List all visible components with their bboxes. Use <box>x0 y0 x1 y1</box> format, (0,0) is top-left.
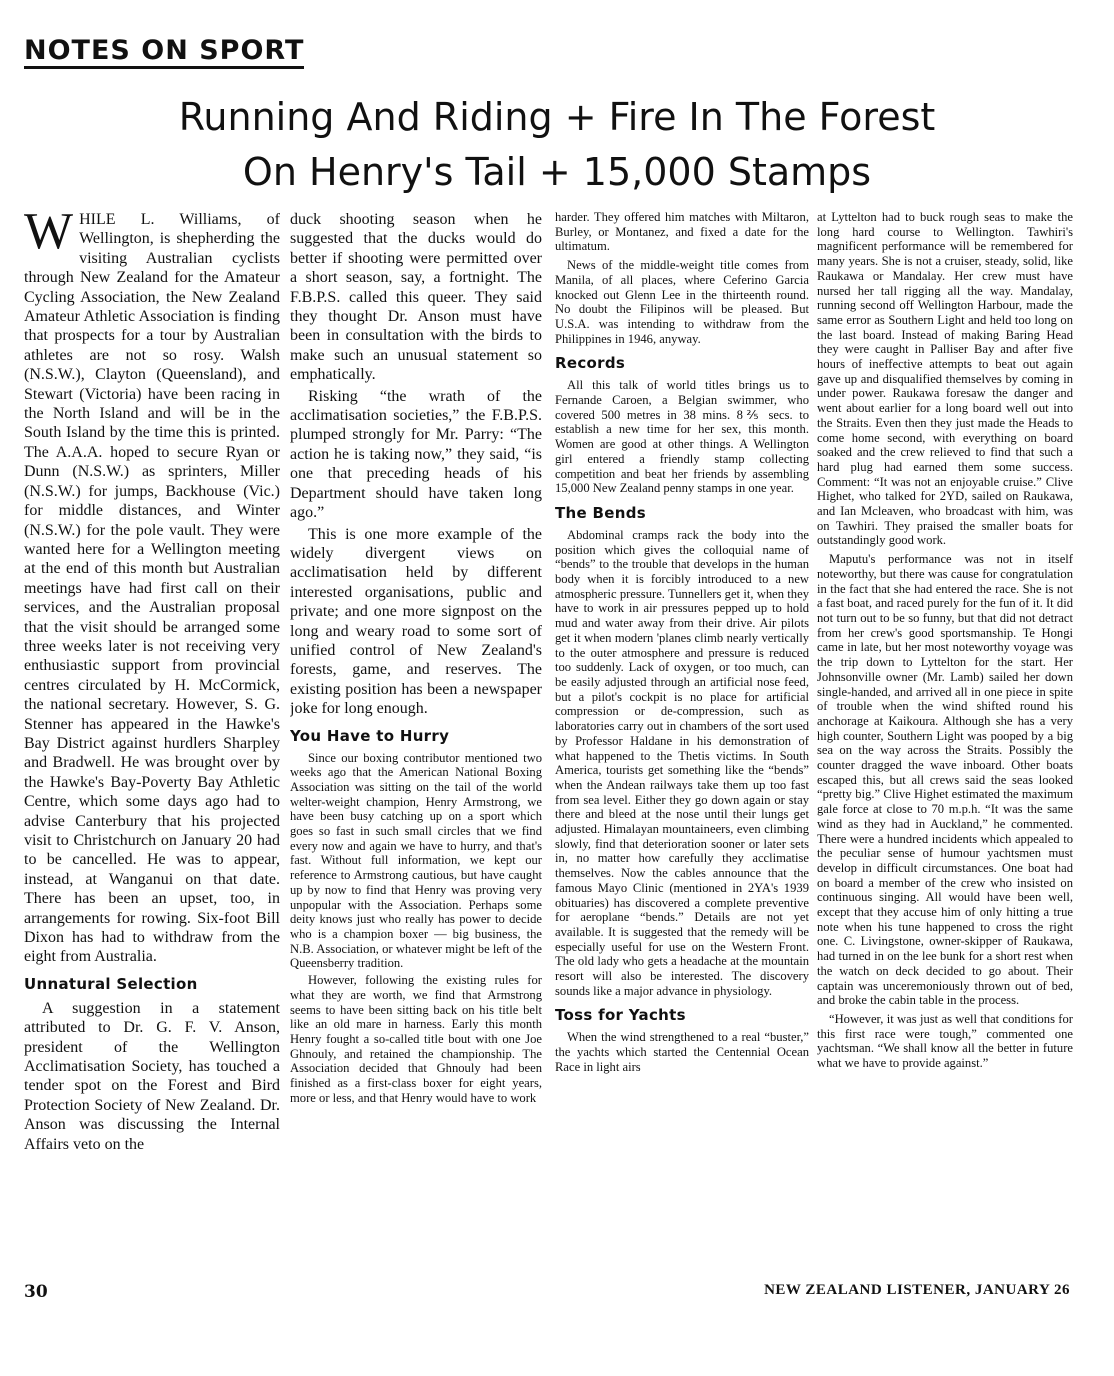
page-number: 30 <box>24 1282 48 1302</box>
headline-line-1: Running And Riding + Fire In The Forest <box>178 95 936 139</box>
column-2 <box>290 210 542 1280</box>
paragraph: When the wind strengthened to a real “buster,” the yachts which started the Centennial Ocean Race in light airs <box>555 1030 809 1074</box>
paragraph: Since our boxing contributor mentioned two weeks ago that the American National Boxing Association was sitting on the tail of the world welter-weight champion, Henry Armstrong, we have been busy catching up on a sport which goes so fast in such small circles that we find every now and again we have to hurry, and that's fast. Without full information, we kept our reference to Armstrong cautious, but have caught up by now to find that Henry was proving very unpopular with the Association. Perhaps some deity knows just who really has power to decide who is a champion boxer — big business, the N.B. Association, or whatever might be left of the Queensberry tradition. <box>290 750 542 971</box>
paragraph: harder. They offered him matches with Miltaron, Burley, or Montanez, and fixed a date for the ultimatum. <box>555 210 809 254</box>
intro-text: HILE L. Williams, of Wellington, is shepherding the visiting Australian cyclists through New Zealand for the Amateur Cycling Association, the New Zealand Amateur Athletic Association is finding that prospects for a tour by Australian athletes are not so rosy. Walsh (N.S.W.), Clayton (Queensland), and Stewart (Victoria) have been racing in the North Island and will be in the South Island by the time this is printed. The A.A.A. hoped to secure Ryan or Dunn (N.S.W.) as sprinters, Miller (N.S.W.) for jumps, Backhouse (Vic.) for middle distances, and Winter (N.S.W.) for the pole vault. They were wanted here for a Wellington meeting at the end of this month but Australian meetings have had first call on their services, and the Australian proposal that the visit should be arranged some three weeks later is not receiving very enthusiastic support from provincial centres circulated by H. McCormick, the national secretary. However, S. G. Stenner has appeared in the Hawke's Bay District against hurdlers Sharpley and Bradwell. He was brought over by the Hawke's Bay-Poverty Bay Athletic Centre, which some days ago had to advise Canterbury that his projected visit to Christchurch on January 20 had to be cancelled. He was to appear, instead, at Wanganui on that date. There has been an upset, too, in arrangements for rowing. Six-foot Bill Dixon has had to withdraw from the eight from Australia. <box>24 211 280 966</box>
heading-unnatural-selection: Unnatural Selection <box>24 974 198 993</box>
paragraph: News of the middle-weight title comes from Manila, of all places, where Ceferino Garcia knocked out Glenn Lee in the thirteenth round. No doubt the Filipinos will be pleased. But U.S.A. was intending to withdraw from the Philippines in 1946, anyway. <box>555 258 809 346</box>
paragraph: A suggestion in a statement attributed to Dr. G. F. V. Anson, president of the Wellington Acclimatisation Society, has touched a tender spot on the Forest and Bird Protection Society of New Zealand. Dr. Anson was discussing the Internal Affairs veto on the <box>24 999 280 1153</box>
headline-line-2: On Henry's Tail + 15,000 Stamps <box>242 150 872 194</box>
paragraph: However, following the existing rules for what they are worth, we find that Armstrong seems to have been sitting back on his title belt like an old mare in harness. Early this month Henry fought a so-called title bout with one Joe Ghnouly, and retained the championship. The Association decided that Ghnouly had been finished as a first-class boxer for eight years, more or less, and that Henry would have to work <box>290 973 542 1105</box>
column-3 <box>555 210 809 1280</box>
paragraph: duck shooting season when he suggested that the ducks would do better if shooting were permitted over a short season, say, a fortnight. The F.B.P.S. called this queer. They said they thought Dr. Anson must have been in consultation with the birds to make such an unusual statement so emphatically. <box>290 211 542 384</box>
heading-toss-for-yachts: Toss for Yachts <box>555 1006 686 1025</box>
publication-footer: NEW ZEALAND LISTENER, JANUARY 26 <box>764 1282 1070 1298</box>
column-4 <box>817 210 1073 1280</box>
paragraph: “However, it was just as well that conditions for this first race were tough,” commented one yachtsman. “We shall know all the better in future what we have to provide against.” <box>817 1011 1073 1071</box>
intro-paragraph <box>24 210 280 967</box>
paragraph: Maputu's performance was not in itself noteworthy, but there was cause for congratulation in the fact that she had entered the race. She is not a fast boat, and raced purely for the fun of it. It did not turn out to be so funny, but that did not detract from her crew's good sportsmanship. Te Hongi came in late, but her most noteworthy voyage was the trip down to Lyttelton for the start. Her Johnsonville owner (Mr. Lamb) sailed her down single-handed, and arrived all in one piece in spite of trouble when the wind shifted round his anchorage at Kaikoura. Although she has a very high counter, Southern Light was pooped by a big sea on the way across the Straits. Possibly the counter dragged the wave inboard. Other boats escaped this, but all crews said the seas looked “pretty big.” Clive Highet estimated the maximum gale force at close to 70 m.p.h. “It was the same wind as they had in Auckland,” he commented. There were a hundred incidents which appealed to the peculiar sense of humour yachtsmen must develop in difficult circumstances. One boat had on board a member of the crew who insisted on continuous singing. All would have been well, except that they accuse him of only hitting a true note when his tune happened to cross the right one. C. Livingstone, owner-skipper of Raukawa, had turned in on the lee bunk for a short rest when the watch on deck decided to go about. Their captain was unceremoniously thrown out of bed, and broke the cabin table in the process. <box>817 552 1073 1008</box>
paragraph: Risking “the wrath of the acclimatisation societies,” the F.B.P.S. plumped strongly for Mr. Parry: “The action he is taking now,” they said, “is one that preceding heads of his Department should have taken long ago.” <box>290 387 542 522</box>
paragraph: Abdominal cramps rack the body into the position which gives the colloquial name of “bends” to the trouble that develops in the human body when it is forcibly introduced to a new atmospheric pressure. Tunnellers get it, when they have to work in air pressures pepped up to hold mud and water away from their drive. Air pilots get it when modern 'planes climb nearly vertically to the outer atmosphere and pressure is reduced too suddenly. Lack of oxygen, or too much, can be easily adjusted through an artificial nose feed, but a pilot's cockpit is no place for artificial compression or de-compression, such as laboratories carry out in chambers of the sort used by Professor Haldane in his demonstration of what happened to the Thetis victims. In South America, tourists get something like the “bends” when the Andean railways take them up too fast from sea level. Either they go down again or stay there and bleed at the nose until their lungs get adjusted. Himalayan mountaineers, even climbing slowly, find that deterioration sooner or later sets in, no matter how carefully they acclimatise themselves. Now the cables announce that the famous Mayo Clinic (mentioned in 2YA's 1939 obituaries) has discovered a complete preventive for aeroplane “bends.” Details are not yet available. It is suggested that the remedy will be especially useful for use on the Western Front. The old lady who gets a headache at the mountain resort will also be interested. The discovery sounds like a major advance in physiology. <box>555 527 809 998</box>
paragraph: All this talk of world titles brings us to Fernande Caroen, a Belgian swimmer, who covered 500 metres in 38 mins. 8⅖ secs. to establish a new time for her sex, this month. Women are good at other things. A Wellington girl entered a friendly stamp collecting competition and beat her friends by assembling 15,000 New Zealand penny stamps in one year. <box>555 378 809 496</box>
heading-records: Records <box>555 354 626 373</box>
drop-cap: W <box>24 210 74 260</box>
paragraph: at Lyttelton had to buck rough seas to make the long hard course to Wellington. Tawhiri's magnificent performance will be remembered for many years. She is not a cruiser, steady, solid, like Raukawa or Mandalay. Her crew must have nursed her tall rigging all the way. Mandalay, running second off Wellington Harbour, made the same error as Southern Light and held too long on the last board. Instead of making Baring Head they were caught in Palliser Bay and after five hours of ineffective attempts to beat out again gave up and disqualified themselves by coming in under power. Raukawa foresaw the danger and went about earlier for a long board well out into the Straits. Even then they just made the Heads to come home second, with everything on board soaked and the crew relieved to find that such a hard plug had earned them some success. Comment: “It was not an enjoyable cruise.” Clive Highet, who talked for 2YD, sailed on Raukawa, and Ian Mcleaven, who broadcast with him, was on Tawhiri. They praised the smaller boats for outstandingly good work. <box>817 210 1073 548</box>
section-title: NOTES ON SPORT <box>24 36 304 69</box>
paragraph: This is one more example of the widely divergent views on acclimatisation held by different interested organisations, public and private; and one more signpost on the long and weary road to some sort of unified control of New Zealand's forests, game, and reserves. The existing position has been a newspaper joke for long enough. <box>290 525 542 718</box>
column-1 <box>24 210 280 1280</box>
heading-the-bends: The Bends <box>555 503 646 522</box>
heading-you-have-to-hurry: You Have to Hurry <box>290 726 450 745</box>
